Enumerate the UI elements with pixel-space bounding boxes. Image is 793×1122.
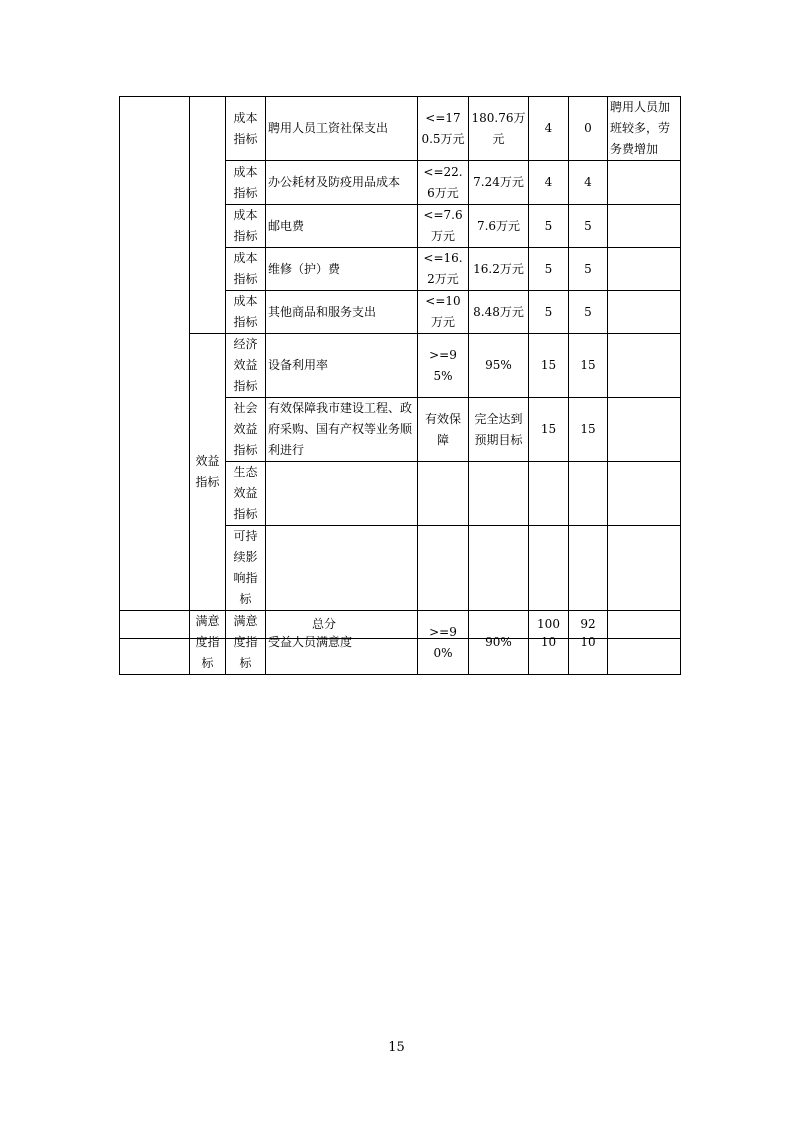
actual-value-cell: 180.76万元 [469,97,529,161]
weight-cell: 15 [529,334,569,398]
performance-table [119,96,681,675]
indicator-item-cell: 聘用人员工资社保支出 [266,97,418,161]
indicator-item-cell [266,462,418,526]
sub-indicator-cell: 可持续影响指标 [226,526,266,611]
score-cell [569,526,608,611]
sub-indicator-cell: 成本指标 [226,291,266,334]
weight-cell: 5 [529,248,569,291]
level1-column-cell [120,97,190,675]
indicator-item-cell: 有效保障我市建设工程、政府采购、国有产权等业务顺利进行 [266,398,418,462]
satisfaction-category-cell: 满意度指标 [190,611,226,675]
actual-value-cell [469,526,529,611]
indicator-item-cell: 办公耗材及防疫用品成本 [266,161,418,205]
page-number: 15 [388,1040,405,1055]
note-cell [608,462,681,526]
total-table [119,610,681,639]
sub-indicator-cell: 社会效益指标 [226,398,266,462]
actual-value-cell [469,462,529,526]
indicator-item-cell: 邮电费 [266,205,418,248]
actual-value-cell: 16.2万元 [469,248,529,291]
target-value-cell: <=22.6万元 [418,161,469,205]
sub-indicator-cell: 成本指标 [226,161,266,205]
indicator-item-cell: 维修（护）费 [266,248,418,291]
score-cell: 5 [569,291,608,334]
level2-output-cell [190,97,226,334]
indicator-item-cell: 设备利用率 [266,334,418,398]
target-value-cell: >=90% [418,611,469,675]
note-cell [608,526,681,611]
target-value-cell [418,526,469,611]
note-cell [608,161,681,205]
target-value-cell: >=95% [418,334,469,398]
actual-value-cell: 完全达到预期目标 [469,398,529,462]
target-value-cell: <=10万元 [418,291,469,334]
note-cell: 聘用人员加班较多，劳务费增加 [608,97,681,161]
score-cell: 15 [569,398,608,462]
total-label-cell: 总分 [120,611,529,639]
weight-cell: 4 [529,97,569,161]
indicator-item-cell: 其他商品和服务支出 [266,291,418,334]
sub-indicator-cell: 成本指标 [226,97,266,161]
weight-cell: 5 [529,291,569,334]
actual-value-cell: 95% [469,334,529,398]
sub-indicator-cell: 经济效益指标 [226,334,266,398]
note-cell [608,205,681,248]
score-cell: 5 [569,205,608,248]
total-score-cell: 92 [569,611,608,639]
target-value-cell: <=16.2万元 [418,248,469,291]
weight-cell: 4 [529,161,569,205]
table-row [120,334,681,398]
weight-cell [529,526,569,611]
target-value-cell: <=170.5万元 [418,97,469,161]
note-cell [608,398,681,462]
sub-indicator-cell: 生态效益指标 [226,462,266,526]
note-cell [608,291,681,334]
indicator-item-cell [266,526,418,611]
actual-value-cell: 7.24万元 [469,161,529,205]
weight-cell: 5 [529,205,569,248]
table-row [120,97,681,161]
indicator-item-cell: 受益人员满意度 [266,611,418,675]
actual-value-cell: 7.6万元 [469,205,529,248]
weight-cell: 15 [529,398,569,462]
total-row [120,611,681,639]
total-weight-cell: 100 [529,611,569,639]
score-cell: 10 [569,611,608,675]
actual-value-cell: 90% [469,611,529,675]
weight-cell [529,462,569,526]
target-value-cell: <=7.6万元 [418,205,469,248]
score-cell [569,462,608,526]
score-cell: 4 [569,161,608,205]
benefit-category-cell: 效益指标 [190,334,226,611]
note-cell [608,334,681,398]
note-cell [608,248,681,291]
score-cell: 15 [569,334,608,398]
actual-value-cell: 8.48万元 [469,291,529,334]
sub-indicator-cell: 成本指标 [226,205,266,248]
target-value-cell [418,462,469,526]
sub-indicator-cell: 成本指标 [226,248,266,291]
sub-indicator-cell: 满意度指标 [226,611,266,675]
target-value-cell: 有效保障 [418,398,469,462]
score-cell: 5 [569,248,608,291]
weight-cell: 10 [529,611,569,675]
score-cell: 0 [569,97,608,161]
total-note-cell [608,611,681,639]
